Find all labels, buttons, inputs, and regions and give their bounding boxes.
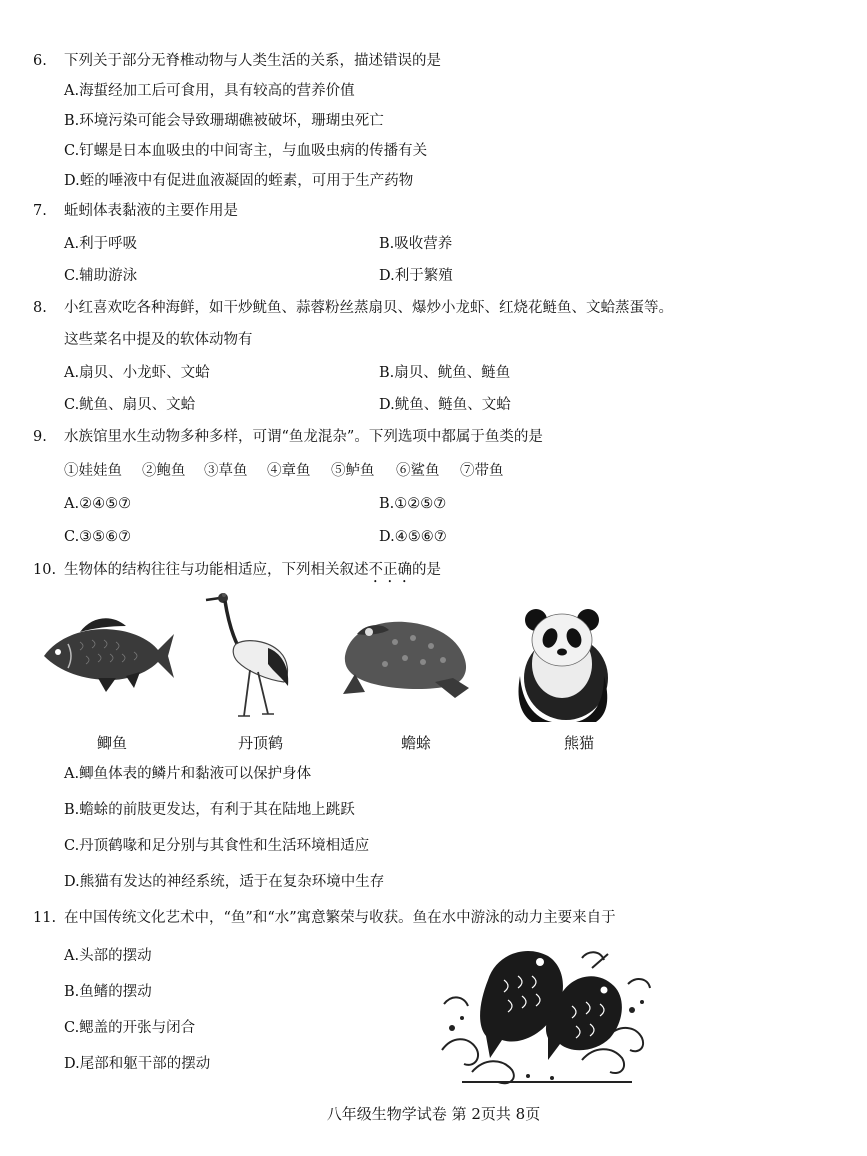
toad-illustration bbox=[335, 612, 475, 700]
question-stem: 下列关于部分无脊椎动物与人类生活的关系，描述错误的是 bbox=[64, 53, 441, 69]
option-d: D.④⑤⑥⑦ bbox=[379, 529, 447, 545]
figure-caption: 熊猫 bbox=[564, 734, 595, 752]
option-c: C.鱿鱼、扇贝、文蛤 bbox=[64, 397, 196, 413]
option-a: A.头部的摆动 bbox=[64, 948, 152, 964]
question-stem: 蚯蚓体表黏液的主要作用是 bbox=[64, 203, 238, 219]
item-list-entry: ⑤鲈鱼 bbox=[331, 463, 375, 479]
option-c: C.鳃盖的开张与闭合 bbox=[64, 1020, 196, 1036]
option-d: D.蛭的唾液中有促进血液凝固的蛭素，可用于生产药物 bbox=[64, 173, 414, 189]
question-number: 11. bbox=[33, 910, 57, 926]
option-a: A.鲫鱼体表的鳞片和黏液可以保护身体 bbox=[64, 766, 312, 782]
question-stem: 小红喜欢吃各种海鲜，如干炒鱿鱼、蒜蓉粉丝蒸扇贝、爆炒小龙虾、红烧花鲢鱼、文蛤蒸蛋等。 bbox=[64, 300, 673, 316]
option-d: D.鱿鱼、鲢鱼、文蛤 bbox=[379, 397, 511, 413]
option-b: B.①②⑤⑦ bbox=[379, 496, 447, 512]
option-b: B.吸收营养 bbox=[379, 236, 453, 252]
question-number: 8. bbox=[33, 300, 47, 316]
question-stem bbox=[64, 560, 441, 586]
question-stem-continued: 这些菜名中提及的软体动物有 bbox=[64, 332, 253, 348]
crucian-carp-illustration bbox=[40, 612, 178, 692]
item-list-entry: ⑥鲨鱼 bbox=[396, 463, 440, 479]
stem-emphasis: 不正确 bbox=[368, 562, 412, 578]
item-list-entry: ①娃娃鱼 bbox=[64, 463, 122, 479]
koi-fish-papercut-illustration bbox=[432, 940, 660, 1090]
option-d: D.熊猫有发达的神经系统，适于在复杂环境中生存 bbox=[64, 874, 385, 890]
option-c: C.③⑤⑥⑦ bbox=[64, 529, 132, 545]
option-b: B.蟾蜍的前肢更发达，有利于其在陆地上跳跃 bbox=[64, 802, 355, 818]
figure-caption: 丹顶鹤 bbox=[238, 734, 284, 752]
item-list-entry: ②鲍鱼 bbox=[142, 463, 186, 479]
option-b: B.扇贝、鱿鱼、鲢鱼 bbox=[379, 365, 511, 381]
stem-text: 生物体的结构往往与功能相适应，下列相关叙述 bbox=[64, 562, 369, 578]
option-a: A.扇贝、小龙虾、文蛤 bbox=[64, 365, 210, 381]
option-a: A.海蜇经加工后可食用，具有较高的营养价值 bbox=[64, 83, 355, 99]
option-b: B.鱼鳍的摆动 bbox=[64, 984, 152, 1000]
option-c: C.丹顶鹤喙和足分别与其食性和生活环境相适应 bbox=[64, 838, 370, 854]
option-d: D.利于繁殖 bbox=[379, 268, 453, 284]
figure-caption: 鲫鱼 bbox=[97, 734, 128, 752]
item-list-entry: ③草鱼 bbox=[204, 463, 248, 479]
item-list-entry: ④章鱼 bbox=[267, 463, 311, 479]
question-number: 10. bbox=[33, 562, 57, 578]
question-stem: 在中国传统文化艺术中，“鱼”和“水”寓意繁荣与收获。鱼在水中游泳的动力主要来自于 bbox=[64, 910, 616, 926]
panda-illustration bbox=[512, 606, 612, 724]
stem-text: 的是 bbox=[412, 562, 441, 578]
question-stem: 水族馆里水生动物多种多样，可谓“鱼龙混杂”。下列选项中都属于鱼类的是 bbox=[64, 429, 543, 445]
option-a: A.利于呼吸 bbox=[64, 236, 138, 252]
option-c: C.辅助游泳 bbox=[64, 268, 138, 284]
item-list-entry: ⑦带鱼 bbox=[460, 463, 504, 479]
question-number: 9. bbox=[33, 429, 47, 445]
option-d: D.尾部和躯干部的摆动 bbox=[64, 1056, 211, 1072]
question-number: 6. bbox=[33, 53, 47, 69]
option-c: C.钉螺是日本血吸虫的中间寄主，与血吸虫病的传播有关 bbox=[64, 143, 428, 159]
figure-caption: 蟾蜍 bbox=[401, 734, 432, 752]
option-a: A.②④⑤⑦ bbox=[64, 496, 132, 512]
page-footer: 八年级生物学试卷 第 2页共 8页 bbox=[326, 1105, 541, 1123]
question-number: 7. bbox=[33, 203, 47, 219]
red-crowned-crane-illustration bbox=[198, 590, 298, 720]
option-b: B.环境污染可能会导致珊瑚礁被破坏，珊瑚虫死亡 bbox=[64, 113, 384, 129]
